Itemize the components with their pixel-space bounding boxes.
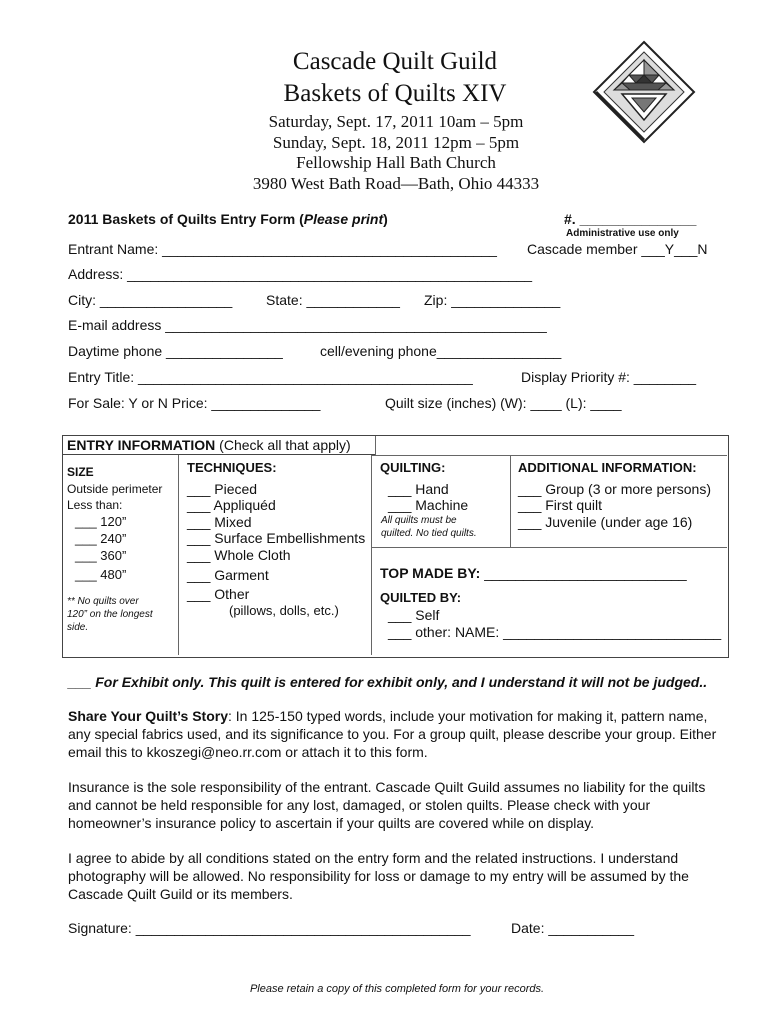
technique-option[interactable]: ___ Appliquéd: [187, 497, 276, 513]
quilt-size-field[interactable]: Quilt size (inches) (W): ____ (L): ____: [385, 395, 622, 411]
quilted-by-title: QUILTED BY:: [380, 590, 462, 605]
date-field[interactable]: Date: ___________: [511, 920, 634, 936]
technique-option[interactable]: ___ Pieced: [187, 481, 258, 497]
technique-option[interactable]: ___ Whole Cloth: [187, 547, 291, 563]
agreement-paragraph: I agree to abide by all conditions stated on the entry form and the related instructions. I understand photography will be allowed. No responsibility for loss or damage to my entry will be assumed by the Cascade Quilt Guild or its members.: [68, 850, 689, 902]
quilted-by-self[interactable]: ___ Self: [388, 607, 440, 623]
size-option[interactable]: ___ 120”: [75, 514, 127, 529]
quilting-bottom-line: [371, 547, 727, 548]
quilting-note1: All quilts must be: [381, 515, 457, 526]
venue: Fellowship Hall Bath Church: [296, 153, 496, 172]
exhibit-only-option[interactable]: ___ For Exhibit only. This quilt is entered for exhibit only, and I understand it will not be judged..: [68, 674, 708, 690]
size-option[interactable]: ___ 480”: [75, 567, 127, 582]
zip-field[interactable]: Zip: ______________: [424, 292, 561, 308]
email-field[interactable]: E-mail address _________________________________________________: [68, 317, 547, 333]
technique-other-note: (pillows, dolls, etc.): [229, 603, 339, 618]
size-option[interactable]: ___ 240”: [75, 531, 127, 546]
entrant-name-field[interactable]: Entrant Name: ___________________________________________: [68, 241, 497, 257]
size-note2: 120” on the longest: [67, 609, 153, 620]
quilting-top-line: [371, 455, 727, 456]
address-field[interactable]: Address: ____________________________________________________: [68, 266, 533, 282]
additional-option[interactable]: ___ First quilt: [518, 497, 603, 513]
additional-title: ADDITIONAL INFORMATION:: [518, 460, 697, 475]
entry-heading-underline: [62, 454, 375, 455]
story-paragraph: Share Your Quilt’s Story: In 125-150 typed words, include your motivation for making it, pattern name, any special fabrics used, and its significance to you. For a group quilt, please describe your group. Either email this to kkoszegi@neo.rr.com or attach it to this form.: [68, 708, 717, 760]
additional-option[interactable]: ___ Group (3 or more persons): [518, 481, 711, 497]
divider-size: [178, 455, 179, 655]
size-note3: side.: [67, 622, 89, 633]
admin-number-field[interactable]: #. _______________: [564, 211, 697, 227]
techniques-title: TECHNIQUES:: [187, 460, 277, 475]
size-sub1: Outside perimeter: [67, 482, 163, 496]
daytime-phone-field[interactable]: Daytime phone _______________: [68, 343, 283, 359]
venue-address: 3980 West Bath Road—Bath, Ohio 44333: [252, 174, 540, 193]
insurance-paragraph: Insurance is the sole responsibility of the entrant. Cascade Quilt Guild assumes no liability for the quilts and cannot be held responsible for any lost, damaged, or stolen quilts. Please check with your homeowner’s insurance policy to ascertain if your quilts are covered while on display.: [68, 779, 706, 831]
size-note1: ** No quilts over: [67, 596, 139, 607]
technique-option[interactable]: ___ Mixed: [187, 514, 252, 530]
quilting-option[interactable]: ___ Hand: [388, 481, 449, 497]
for-sale-field[interactable]: For Sale: Y or N Price: ______________: [68, 395, 321, 411]
state-field[interactable]: State: ____________: [266, 292, 400, 308]
cell-phone-field[interactable]: cell/evening phone________________: [320, 343, 562, 359]
display-priority-field[interactable]: Display Priority #: ________: [521, 369, 697, 385]
title-line1: Cascade Quilt Guild: [292, 48, 498, 75]
entry-heading-divider: [375, 436, 376, 455]
entry-title-field[interactable]: Entry Title: ___________________________________________: [68, 369, 473, 385]
top-made-by-field[interactable]: TOP MADE BY: __________________________: [380, 565, 687, 581]
title-line2: Baskets of Quilts XIV: [283, 80, 507, 107]
size-sub2: Less than:: [67, 498, 123, 512]
quilt-basket-logo-icon: [592, 40, 696, 144]
date-sunday: Sunday, Sept. 18, 2011 12pm – 5pm: [272, 133, 520, 152]
size-title: SIZE: [67, 465, 94, 479]
city-field[interactable]: City: _________________: [68, 292, 233, 308]
technique-option[interactable]: ___ Surface Embellishments: [187, 530, 366, 546]
signature-field[interactable]: Signature: ___________________________________________: [68, 920, 471, 936]
divider-techniques: [371, 455, 372, 655]
quilting-note2: quilted. No tied quilts.: [381, 528, 477, 539]
size-option[interactable]: ___ 360”: [75, 548, 127, 563]
technique-option[interactable]: ___ Garment: [187, 567, 269, 583]
quilting-option[interactable]: ___ Machine: [388, 497, 469, 513]
divider-quilting: [510, 455, 511, 547]
admin-note: Administrative use only: [566, 228, 679, 239]
cascade-member-field[interactable]: Cascade member ___Y___N: [527, 241, 708, 257]
footer-note: Please retain a copy of this completed form for your records.: [249, 983, 545, 995]
entry-info-heading: ENTRY INFORMATION (Check all that apply): [67, 437, 351, 453]
date-saturday: Saturday, Sept. 17, 2011 10am – 5pm: [268, 112, 524, 131]
technique-option[interactable]: ___ Other: [187, 586, 250, 602]
quilted-by-other[interactable]: ___ other: NAME: ____________________________: [388, 624, 722, 640]
form-heading: 2011 Baskets of Quilts Entry Form (Please print): [68, 211, 388, 227]
additional-option[interactable]: ___ Juvenile (under age 16): [518, 514, 693, 530]
quilting-title: QUILTING:: [380, 460, 446, 475]
